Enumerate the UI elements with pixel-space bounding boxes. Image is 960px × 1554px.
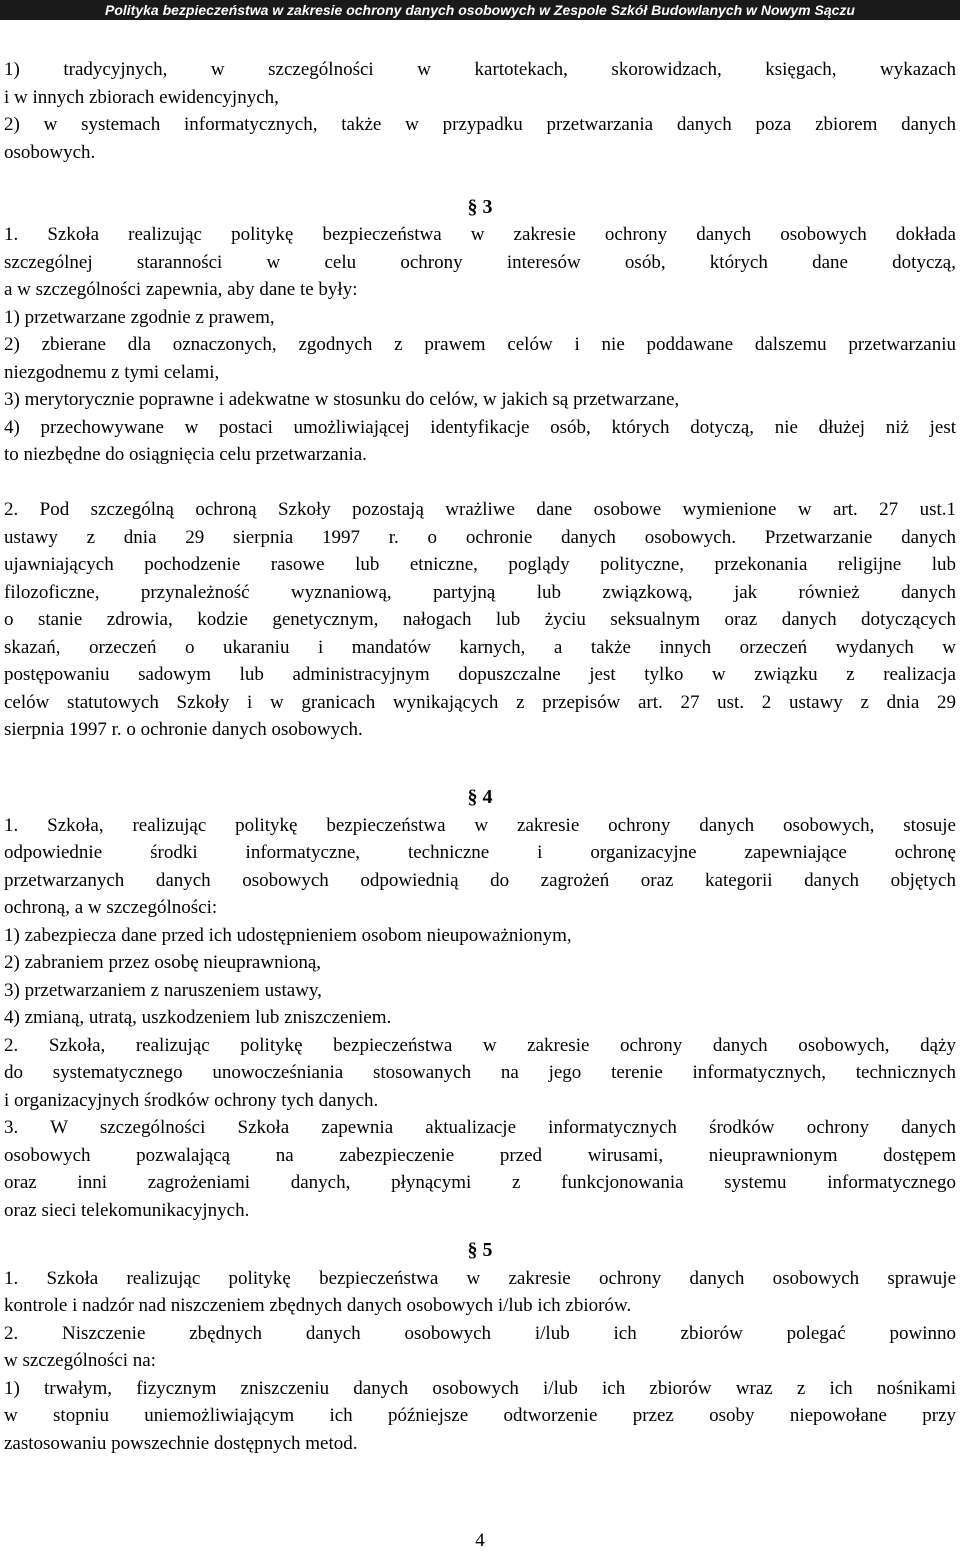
paragraph-line: postępowaniu sadowym lub administracyjnym dopuszczalne jest tylko w związku z realizacja — [4, 664, 956, 685]
paragraph-line: 1) przetwarzane zgodnie z prawem, — [4, 306, 275, 328]
section-heading-3: § 3 — [467, 195, 493, 218]
paragraph-line: 1) zabezpiecza dane przed ich udostępnieniem osobom nieupoważnionym, — [4, 924, 572, 946]
list-item: osobowych. — [4, 141, 96, 163]
paragraph-line: oraz inni zagrożeniami danych, płynącymi z funkcjonowania systemu informatycznego — [4, 1172, 956, 1193]
paragraph-line: 3) merytorycznie poprawne i adekwatne w stosunku do celów, w jakich są przetwarzane, — [4, 389, 680, 410]
paragraph-line: oraz sieci telekomunikacyjnych. — [4, 1199, 250, 1221]
paragraph-line: ujawniających pochodzenie rasowe lub etniczne, poglądy polityczne, przekonania religijne lub — [4, 554, 956, 575]
paragraph-line: w szczególności na: — [4, 1350, 156, 1371]
paragraph-line: filozoficzne, przynależność wyznaniową, partyjną lub związkową, jak również danych — [4, 581, 956, 603]
paragraph-line: 4) przechowywane w postaci umożliwiającej identyfikacje osób, których dotyczą, nie dłużej niż jest — [4, 416, 956, 438]
paragraph-line: niezgodnemu z tymi celami, — [4, 361, 220, 383]
paragraph-line: 3. W szczególności Szkoła zapewnia aktualizacje informatycznych środków ochrony danych — [4, 1117, 956, 1138]
paragraph-line: 3) przetwarzaniem z naruszeniem ustawy, — [4, 979, 322, 1001]
paragraph-line: 1. Szkoła realizując politykę bezpieczeństwa w zakresie ochrony danych osobowych sprawuje — [4, 1267, 956, 1289]
paragraph-line: 2. Pod szczególną ochroną Szkoły pozostają wrażliwe dane osobowe wymienione w art. 27 ust.1 — [4, 499, 956, 520]
paragraph-line: kontrole i nadzór nad niszczeniem zbędnych danych osobowych i/lub ich zbiorów. — [4, 1295, 632, 1316]
paragraph-line: skazań, orzeczeń o ukaraniu i mandatów karnych, a także innych orzeczeń wydanych w — [4, 636, 956, 658]
paragraph-line: 1) trwałym, fizycznym zniszczeniu danych osobowych i/lub ich zbiorów wraz z ich nośnikami — [4, 1377, 956, 1399]
paragraph-line: w stopniu uniemożliwiającym ich późniejsze odtworzenie przez osoby niepowołane przy — [4, 1405, 956, 1426]
document-header: Polityka bezpieczeństwa w zakresie ochrony danych osobowych w Zespole Szkół Budowlanych w Nowym Sączu — [0, 0, 960, 20]
page-number: 4 — [475, 1530, 485, 1551]
paragraph-line: osobowych pozwalającą na zabezpieczenie przed wirusami, nieuprawnionym dostępem — [4, 1144, 956, 1166]
paragraph-line: 1. Szkoła realizując politykę bezpieczeństwa w zakresie ochrony danych osobowych dokłada — [4, 224, 956, 245]
paragraph-line: 2. Niszczenie zbędnych danych osobowych i/lub ich zbiorów polegać powinno — [4, 1322, 956, 1344]
paragraph-line: 2) zbierane dla oznaczonych, zgodnych z prawem celów i nie poddawane dalszemu przetwarzaniu — [4, 334, 956, 355]
paragraph-line: i organizacyjnych środków ochrony tych danych. — [4, 1089, 379, 1111]
section-heading-5: § 5 — [467, 1239, 493, 1261]
paragraph-line: 2) zabraniem przez osobę nieuprawnioną, — [4, 952, 322, 973]
section-heading-4: § 4 — [467, 786, 493, 808]
document-body — [4, 56, 956, 1457]
paragraph-line: do systematycznego unowocześniania stosowanych na jego terenie informatycznych, technicznych — [4, 1062, 956, 1083]
paragraph-line: przetwarzanych danych osobowych odpowiednią do zagrożeń oraz kategorii danych objętych — [4, 869, 956, 891]
paragraph-line: 1. Szkoła, realizując politykę bezpieczeństwa w zakresie ochrony danych osobowych, stosuje — [4, 814, 956, 836]
paragraph-line: odpowiednie środki informatyczne, techniczne i organizacyjne zapewniające ochronę — [4, 842, 956, 863]
list-item: 1) tradycyjnych, w szczególności w kartotekach, skorowidzach, księgach, wykazach — [4, 59, 956, 80]
paragraph-line: sierpnia 1997 r. o ochronie danych osobowych. — [4, 719, 363, 740]
paragraph-line: 2. Szkoła, realizując politykę bezpieczeństwa w zakresie ochrony danych osobowych, dąży — [4, 1034, 956, 1056]
paragraph-line: a w szczególności zapewnia, aby dane te były: — [4, 279, 358, 300]
paragraph-line: 4) zmianą, utratą, uszkodzeniem lub zniszczeniem. — [4, 1007, 392, 1028]
list-item: 2) w systemach informatycznych, także w przypadku przetwarzania danych poza zbiorem danych — [4, 114, 956, 135]
paragraph-line: ustawy z dnia 29 sierpnia 1997 r. o ochronie danych osobowych. Przetwarzanie danych — [4, 526, 956, 548]
paragraph-line: ochroną, a w szczególności: — [4, 897, 218, 918]
paragraph-line: zastosowaniu powszechnie dostępnych metod. — [4, 1432, 358, 1454]
list-item: i w innych zbiorach ewidencyjnych, — [4, 86, 279, 108]
paragraph-line: o stanie zdrowia, kodzie genetycznym, nałogach lub życiu seksualnym oraz danych dotyczących — [4, 609, 956, 630]
paragraph-line: szczególnej staranności w celu ochrony interesów osób, których dane dotyczą, — [4, 251, 956, 273]
paragraph-line: to niezbędne do osiągnięcia celu przetwarzania. — [4, 444, 367, 465]
paragraph-line: celów statutowych Szkoły i w granicach wynikających z przepisów art. 27 ust. 2 ustawy z dnia 29 — [4, 691, 956, 713]
